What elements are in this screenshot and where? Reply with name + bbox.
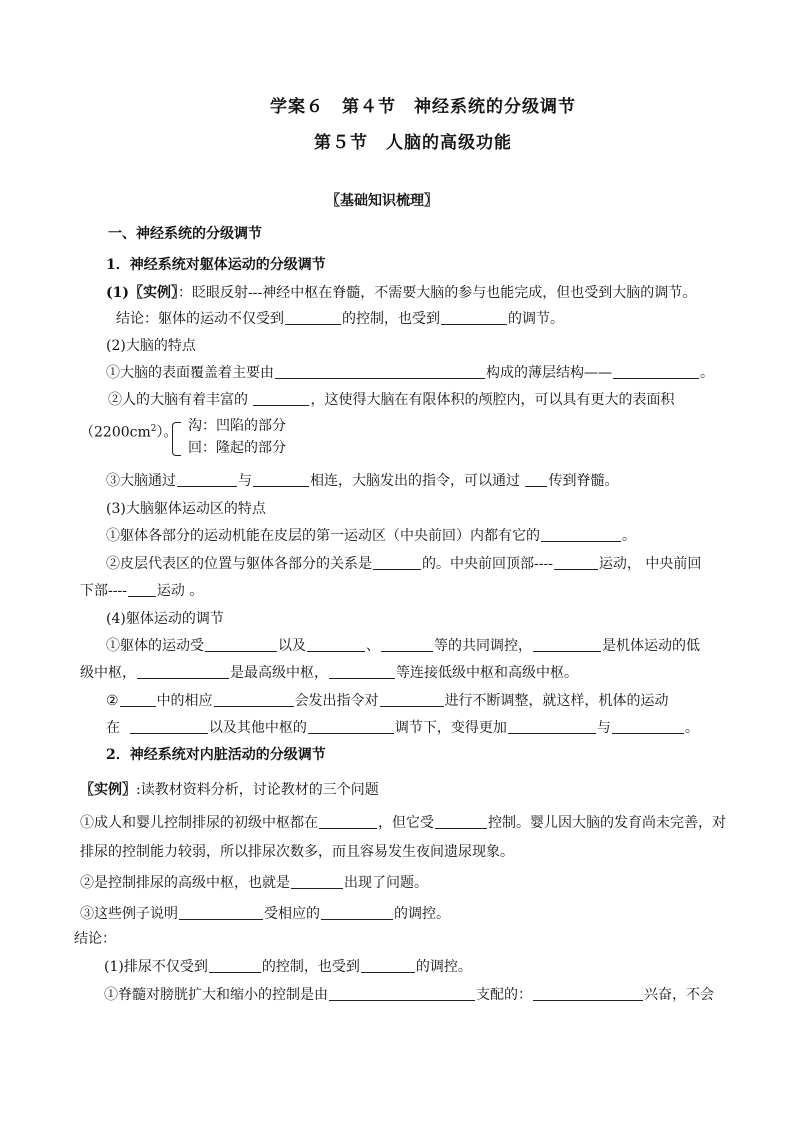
fill-blank[interactable]	[319, 814, 377, 829]
text: 兴奋，不会	[644, 987, 714, 1003]
text: 传到脊髓。	[548, 473, 619, 489]
item-urination-center-cont: 排尿的控制能力较弱，所以排尿次数多，而且容易发生夜间遗尿现象。	[80, 844, 514, 860]
text: 的。中央前回顶部----	[422, 556, 553, 572]
fill-blank[interactable]	[613, 364, 699, 379]
text: 运动 。	[156, 583, 204, 599]
fill-blank[interactable]	[381, 637, 433, 652]
fill-blank[interactable]	[177, 472, 237, 487]
text: (1)排尿不仅受到	[104, 959, 208, 975]
fill-blank[interactable]	[291, 874, 343, 889]
text: 级中枢，	[80, 665, 136, 681]
text: 、	[366, 638, 380, 654]
text: ①躯体各部分的运动机能在皮层的第一运动区（中央前回）内都有它的	[106, 528, 540, 544]
text: 的控制，也受到	[342, 311, 440, 327]
fill-blank[interactable]	[525, 472, 547, 487]
item-brain-surface	[106, 364, 714, 382]
fill-blank[interactable]	[308, 719, 394, 734]
fill-blank[interactable]	[130, 719, 208, 734]
gyrus-definition: 回：隆起的部分	[188, 440, 286, 456]
fill-blank[interactable]	[541, 527, 621, 542]
text: 与	[596, 720, 611, 736]
text: 。	[622, 528, 636, 544]
conclusion-1	[116, 310, 564, 328]
text: :读教材资料分析，讨论教材的三个问题	[136, 782, 379, 798]
text: 等的共同调控，	[434, 638, 532, 654]
text: 与	[238, 473, 252, 489]
text: ②	[106, 693, 119, 709]
heading-1-2: 2．神经系统对内脏活动的分级调节	[106, 747, 326, 763]
item-cortex-position	[106, 555, 701, 573]
text: 是最高级中枢，	[230, 665, 328, 681]
fill-blank[interactable]	[128, 582, 156, 597]
text: ②皮层代表区的位置与躯体各部分的关系是	[106, 556, 372, 572]
text: 构成的薄层结构——	[486, 365, 612, 381]
example-text: ：眨眼反射---神经中枢在脊髓，不需要大脑的参与也能完成，但也受到大脑的调节。	[178, 285, 697, 301]
fill-blank[interactable]	[373, 555, 421, 570]
fill-blank[interactable]	[612, 719, 684, 734]
text: ③这些例子说明	[80, 906, 178, 922]
fill-blank[interactable]	[285, 310, 341, 325]
subheading-brain: (2)大脑的特点	[106, 338, 196, 354]
text: ）。	[156, 424, 178, 441]
text: ①大脑的表面覆盖着主要由	[106, 365, 274, 381]
text: 的调控。	[394, 906, 450, 922]
text: （2200cm	[80, 424, 151, 441]
text: 出现了问题。	[344, 875, 428, 891]
surface-area-note	[80, 420, 177, 442]
superscript: 2	[150, 424, 157, 434]
text: ，这使得大脑在有限体积的颅腔内，可以具有更大的表面积	[310, 392, 675, 408]
text: ②是控制排尿的高级中枢，也就是	[80, 875, 290, 891]
conclusion-urination	[104, 958, 472, 976]
left-brace	[172, 422, 181, 456]
item-movement-control	[106, 637, 700, 655]
fill-blank[interactable]	[253, 472, 309, 487]
example-label: (1)〖实例〗	[106, 285, 178, 301]
text: 进行不断调整，就这样，机体的运动	[444, 693, 669, 709]
fill-blank[interactable]	[329, 664, 395, 679]
fill-blank[interactable]	[533, 637, 601, 652]
item-higher-center	[80, 874, 428, 892]
fill-blank[interactable]	[533, 986, 643, 1001]
text: ，但它受	[378, 815, 434, 831]
heading-1-1: 1．神经系统对躯体运动的分级调节	[106, 257, 326, 273]
text: 下部----	[80, 583, 127, 599]
heading-1: 一、神经系统的分级调节	[108, 226, 262, 242]
text: 以及其他中枢的	[208, 720, 307, 736]
paragraph-example-2	[80, 781, 379, 799]
example-label: 〖实例〗	[80, 782, 136, 798]
text: 结论：躯体的运动不仅受到	[116, 311, 284, 327]
subheading-motor-area: (3)大脑躯体运动区的特点	[106, 501, 266, 517]
text: 。	[700, 365, 714, 381]
fill-blank[interactable]	[321, 905, 393, 920]
text: 受相应的	[264, 906, 320, 922]
text: 的调控。	[415, 959, 472, 975]
sulcus-definition: 沟：凹陷的部分	[188, 418, 286, 434]
text: ①成人和婴儿控制排尿的初级中枢都在	[80, 815, 318, 831]
item-brain-folds	[108, 391, 674, 409]
text: 在	[106, 720, 120, 736]
text: 。	[684, 720, 699, 736]
item-movement-control-cont	[80, 664, 578, 682]
conclusion-label: 结论：	[74, 931, 116, 947]
fill-blank[interactable]	[441, 310, 507, 325]
paragraph-example-1	[106, 284, 696, 302]
fill-blank[interactable]	[329, 986, 475, 1001]
item-movement-adjust-cont	[106, 719, 699, 737]
text: 支配的：	[476, 987, 532, 1003]
text: ①脊髓对膀胱扩大和缩小的控制是由	[104, 987, 328, 1003]
item-spinal-bladder	[104, 986, 714, 1004]
fill-blank[interactable]	[508, 719, 596, 734]
fill-blank[interactable]	[214, 692, 294, 707]
text: ③大脑通过	[106, 473, 176, 489]
fill-blank[interactable]	[120, 692, 156, 707]
text: 会发出指令对	[294, 693, 379, 709]
text: 的控制，也受到	[261, 959, 360, 975]
fill-blank[interactable]	[179, 905, 263, 920]
text: 运动， 中央前回	[598, 556, 702, 572]
item-motor-representation	[106, 527, 636, 545]
fill-blank[interactable]	[209, 958, 261, 973]
fill-blank[interactable]	[554, 555, 598, 570]
text: ①躯体的运动受	[106, 638, 204, 654]
text: 相连，大脑发出的指令，可以通过	[310, 473, 520, 489]
subheading-movement-regulation: (4)躯体运动的调节	[106, 611, 224, 627]
text: 是机体运动的低	[602, 638, 700, 654]
text: 的调节。	[508, 311, 564, 327]
text: 以及	[278, 638, 306, 654]
fill-blank[interactable]	[380, 692, 444, 707]
text: 中的相应	[156, 693, 213, 709]
item-movement-adjust	[106, 692, 669, 710]
title-line-2: 第５节 人脑的高级功能	[314, 133, 512, 153]
text: 等连接低级中枢和高级中枢。	[396, 665, 578, 681]
item-urination-center	[80, 814, 726, 832]
fill-blank[interactable]	[137, 664, 229, 679]
title-line-1: 学案６ 第４节 神经系统的分级调节	[270, 97, 576, 117]
text: 调节下，变得更加	[394, 720, 507, 736]
fill-blank[interactable]	[275, 364, 485, 379]
fill-blank[interactable]	[205, 637, 277, 652]
fill-blank[interactable]	[435, 814, 487, 829]
fill-blank[interactable]	[253, 391, 309, 406]
text: 控制。婴儿因大脑的发育尚未完善，对	[488, 815, 726, 831]
fill-blank[interactable]	[307, 637, 365, 652]
text: ②人的大脑有着丰富的	[108, 392, 248, 408]
item-examples-show	[80, 905, 450, 923]
section-header: 〖基础知识梳理〗	[326, 193, 438, 209]
fill-blank[interactable]	[361, 958, 415, 973]
item-brain-connection	[106, 472, 618, 490]
item-cortex-position-cont	[80, 582, 203, 600]
